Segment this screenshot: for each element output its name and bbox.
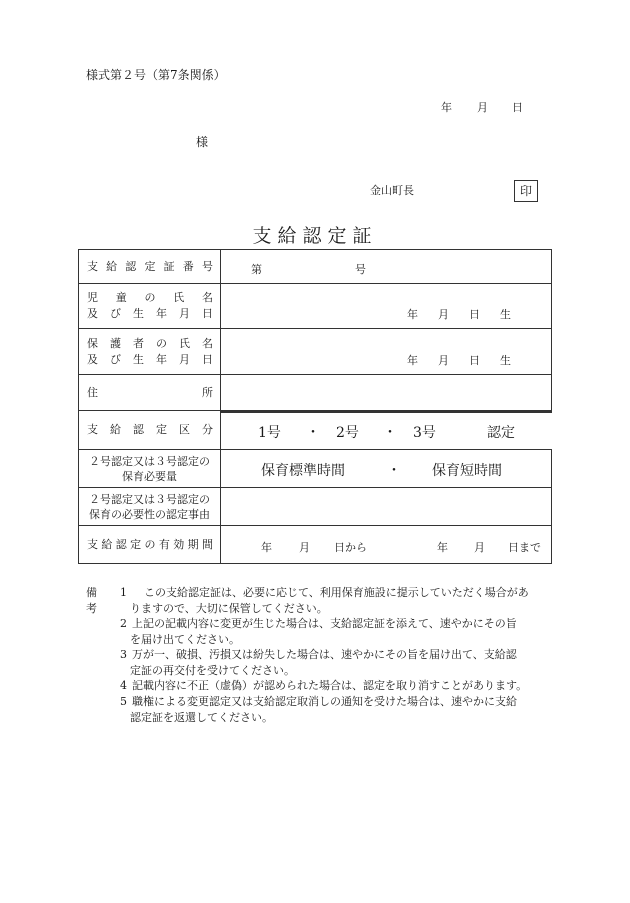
child-label-char: 名 bbox=[202, 291, 213, 304]
note-number: 5 bbox=[120, 695, 127, 708]
guardian-birth-born: 生 bbox=[500, 354, 511, 367]
guardian-label-char: 名 bbox=[202, 336, 213, 350]
category-3: 3号 bbox=[413, 425, 436, 441]
child-birth-month: 月 bbox=[438, 308, 449, 321]
note-item bbox=[120, 585, 588, 616]
category-label-char: 定 bbox=[156, 423, 167, 436]
child-birth-year: 年 bbox=[407, 308, 418, 321]
child-label-char: の bbox=[144, 291, 156, 304]
care-standard-hours: 保育標準時間 bbox=[261, 463, 345, 479]
care-need-value bbox=[221, 450, 552, 488]
cert-number-label-char: 定 bbox=[144, 259, 156, 273]
note-line1: 上記の記載内容に変更が生じた場合は、支給認定証を添えて、速やかにその旨 bbox=[132, 617, 517, 630]
issuer-name: 金山町長 bbox=[370, 184, 414, 197]
address-label-char: 住 bbox=[87, 385, 98, 399]
row-care-need bbox=[79, 450, 552, 488]
guardian-label-char: 保 bbox=[87, 336, 98, 350]
guardian-label-char: び bbox=[110, 352, 121, 366]
child-label-char: 児 bbox=[87, 291, 98, 304]
category-1: 1号 bbox=[258, 425, 281, 441]
note-number: 1 bbox=[120, 586, 127, 599]
valid-end-year: 年 bbox=[437, 541, 448, 554]
child-label-char: び bbox=[110, 307, 121, 320]
child-label-char: 童 bbox=[115, 291, 127, 304]
guardian-label-char: の bbox=[156, 336, 167, 350]
validity-label-char: 給 bbox=[101, 537, 113, 551]
validity-label-char: 間 bbox=[202, 537, 213, 551]
child-birth-date bbox=[407, 306, 511, 322]
care-need-label-line1: ２号認定又は３号認定の bbox=[89, 454, 210, 468]
note-number: 3 bbox=[120, 648, 127, 661]
care-need-sep: ・ bbox=[387, 463, 401, 479]
note-line1: 万が一、破損、汚損又は紛失した場合は、速やかにその旨を届け出て、支給認 bbox=[132, 648, 517, 661]
reason-label-line1: ２号認定又は３号認定の bbox=[89, 492, 210, 506]
certificate-table bbox=[78, 249, 552, 564]
valid-end-month: 月 bbox=[474, 541, 485, 554]
validity-label-char: 有 bbox=[158, 537, 170, 551]
guardian-label-char: 生 bbox=[133, 352, 144, 366]
row-category bbox=[79, 411, 552, 450]
child-value bbox=[221, 284, 552, 329]
cert-number-label-char: 号 bbox=[201, 259, 213, 273]
cert-number-label-char: 認 bbox=[125, 259, 137, 273]
guardian-label-char: 年 bbox=[156, 352, 167, 366]
child-label-char: 及 bbox=[87, 307, 98, 320]
address-label bbox=[79, 375, 221, 411]
row-validity bbox=[79, 526, 552, 564]
category-value bbox=[221, 411, 552, 441]
reason-value bbox=[221, 488, 552, 526]
category-label-char: 支 bbox=[87, 423, 98, 436]
note-line1: 記載内容に不正（虚偽）が認められた場合は、認定を取り消すことがあります。 bbox=[132, 679, 528, 692]
note-item bbox=[120, 694, 588, 725]
date-year-label: 年 bbox=[441, 101, 452, 114]
child-birth-day: 日 bbox=[469, 308, 480, 321]
category-suffix: 認定 bbox=[487, 425, 515, 441]
guardian-birth-year: 年 bbox=[407, 354, 418, 367]
guardian-label-char: 者 bbox=[133, 336, 144, 350]
care-need-label bbox=[79, 450, 221, 488]
address-label-char: 所 bbox=[202, 385, 213, 399]
validity-label-char: 定 bbox=[130, 537, 142, 551]
child-label-char: 氏 bbox=[173, 291, 185, 304]
care-short-hours: 保育短時間 bbox=[432, 463, 502, 479]
guardian-birth-day: 日 bbox=[469, 354, 480, 367]
note-number: 2 bbox=[120, 617, 127, 630]
note-line1: 職権による変更認定又は支給認定取消しの通知を受けた場合は、速やかに支給 bbox=[132, 695, 517, 708]
addressee-suffix: 様 bbox=[196, 135, 209, 149]
care-need-label-line2: 保育必要量 bbox=[122, 469, 177, 483]
validity-value bbox=[221, 526, 552, 564]
reason-label-line2: 保育の必要性の認定事由 bbox=[89, 507, 210, 521]
form-reference: 様式第２号（第7条関係） bbox=[86, 68, 226, 82]
guardian-label-char: 日 bbox=[202, 352, 213, 366]
category-label-char: 給 bbox=[110, 423, 121, 436]
note-line2: 定証の再交付を受けてください。 bbox=[130, 663, 295, 677]
child-label-char: 月 bbox=[179, 307, 190, 320]
category-label-char: 認 bbox=[133, 423, 144, 436]
note-item bbox=[120, 647, 588, 678]
cert-number-label bbox=[79, 250, 221, 284]
category-2: 2号 bbox=[336, 425, 359, 441]
reason-label bbox=[79, 488, 221, 526]
note-number: 4 bbox=[120, 679, 127, 692]
valid-start-year: 年 bbox=[261, 541, 272, 554]
notes-heading: 備考 bbox=[86, 586, 97, 615]
valid-end-day: 日まで bbox=[508, 541, 541, 554]
validity-label-char: の bbox=[144, 537, 156, 551]
category-sep-2: ・ bbox=[383, 425, 397, 441]
cert-number-label-char: 証 bbox=[163, 259, 175, 273]
child-label bbox=[79, 284, 221, 329]
validity-label-char: 効 bbox=[173, 537, 185, 551]
category-label-char: 分 bbox=[202, 423, 213, 436]
guardian-birth-month: 月 bbox=[438, 354, 449, 367]
note-line2: 認定証を返還してください。 bbox=[130, 710, 273, 724]
guardian-label-char: 及 bbox=[87, 352, 98, 366]
valid-start-month: 月 bbox=[299, 541, 310, 554]
category-label-char: 区 bbox=[179, 423, 190, 436]
validity-label-char: 期 bbox=[187, 537, 199, 551]
number-prefix: 第 bbox=[251, 263, 262, 276]
valid-start-day: 日から bbox=[334, 541, 367, 554]
number-suffix: 号 bbox=[355, 263, 366, 276]
cert-number-value bbox=[221, 250, 552, 284]
guardian-label-char: 月 bbox=[179, 352, 190, 366]
category-sep-1: ・ bbox=[306, 425, 320, 441]
guardian-label-char: 氏 bbox=[179, 336, 190, 350]
seal-box: 印 bbox=[514, 180, 538, 202]
child-birth-born: 生 bbox=[500, 308, 511, 321]
note-line2: りますので、大切に保管してください。 bbox=[130, 601, 328, 615]
row-reason bbox=[79, 488, 552, 526]
child-label-char: 生 bbox=[133, 307, 144, 320]
cert-number-label-char: 支 bbox=[87, 259, 98, 273]
address-value bbox=[221, 375, 552, 411]
row-address bbox=[79, 375, 552, 411]
guardian-label-char: 護 bbox=[110, 336, 121, 350]
category-label bbox=[79, 411, 221, 450]
note-line2: を届け出てください。 bbox=[130, 632, 240, 646]
child-label-char: 年 bbox=[156, 307, 167, 320]
cert-number-label-char: 給 bbox=[106, 259, 118, 273]
note-item bbox=[120, 616, 588, 647]
page-title: 支給認定証 bbox=[252, 225, 378, 247]
guardian-birth-date bbox=[407, 352, 511, 368]
date-day-label: 日 bbox=[512, 101, 523, 114]
row-cert-number bbox=[79, 250, 552, 284]
note-item bbox=[120, 678, 588, 694]
row-guardian bbox=[79, 329, 552, 375]
row-child bbox=[79, 284, 552, 329]
cert-number-label-char: 番 bbox=[182, 259, 194, 273]
date-month-label: 月 bbox=[477, 101, 488, 114]
child-label-char: 日 bbox=[202, 307, 213, 320]
note-line1: この支給認定証は、必要に応じて、利用保育施設に提示していただく場合があ bbox=[144, 586, 529, 599]
validity-label-char: 認 bbox=[115, 537, 127, 551]
guardian-label bbox=[79, 329, 221, 375]
validity-label bbox=[79, 526, 221, 564]
validity-label-char: 支 bbox=[87, 537, 98, 551]
guardian-value bbox=[221, 329, 552, 375]
